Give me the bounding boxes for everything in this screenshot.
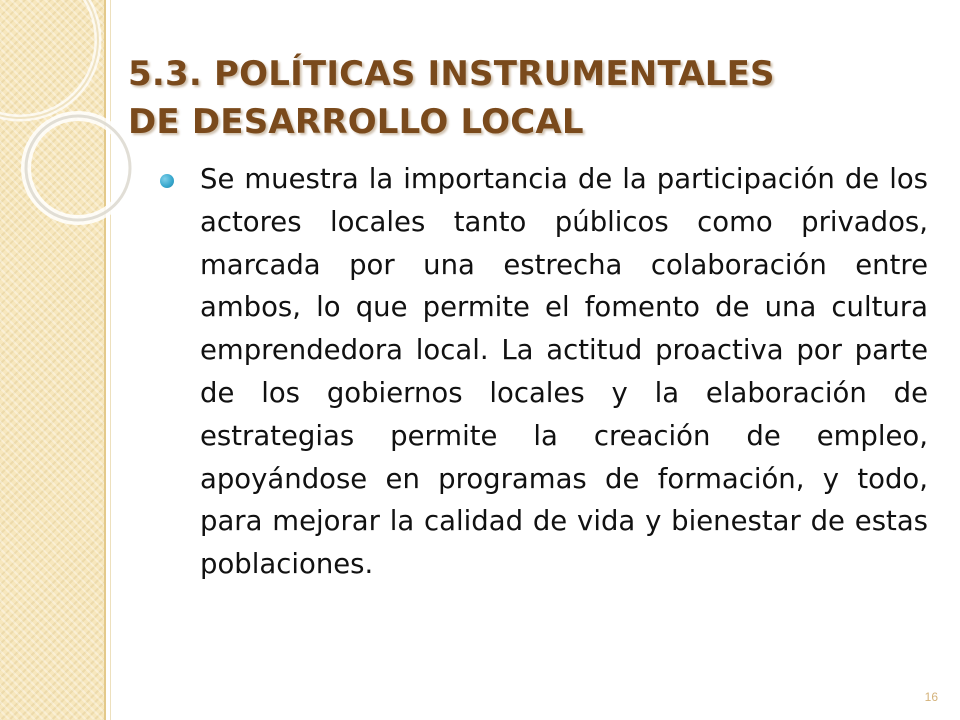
bullet-text: Se muestra la importancia de la participación de los actores locales tanto públicos como privados, marcada por una estrecha colaboración entre ambos, lo que permite el fomento de una cultura emprendedora local. La actitud proactiva por parte de los gobiernos locales y la elaboración de estrategias permite la creación de empleo, apoyándose en programas de formación, y todo, para mejorar la calidad de vida y bienestar de estas poblaciones. [200,163,928,581]
slide-title-line-2: DE DESARROLLO LOCAL [128,102,584,142]
page-number: 16 [924,690,938,704]
bullet-item [160,158,928,586]
slide-title-line-1: 5.3. POLÍTICAS INSTRUMENTALES [128,54,775,94]
bullet-list [160,158,928,586]
slide-title [128,50,908,146]
bullet-dot-icon [160,174,174,188]
